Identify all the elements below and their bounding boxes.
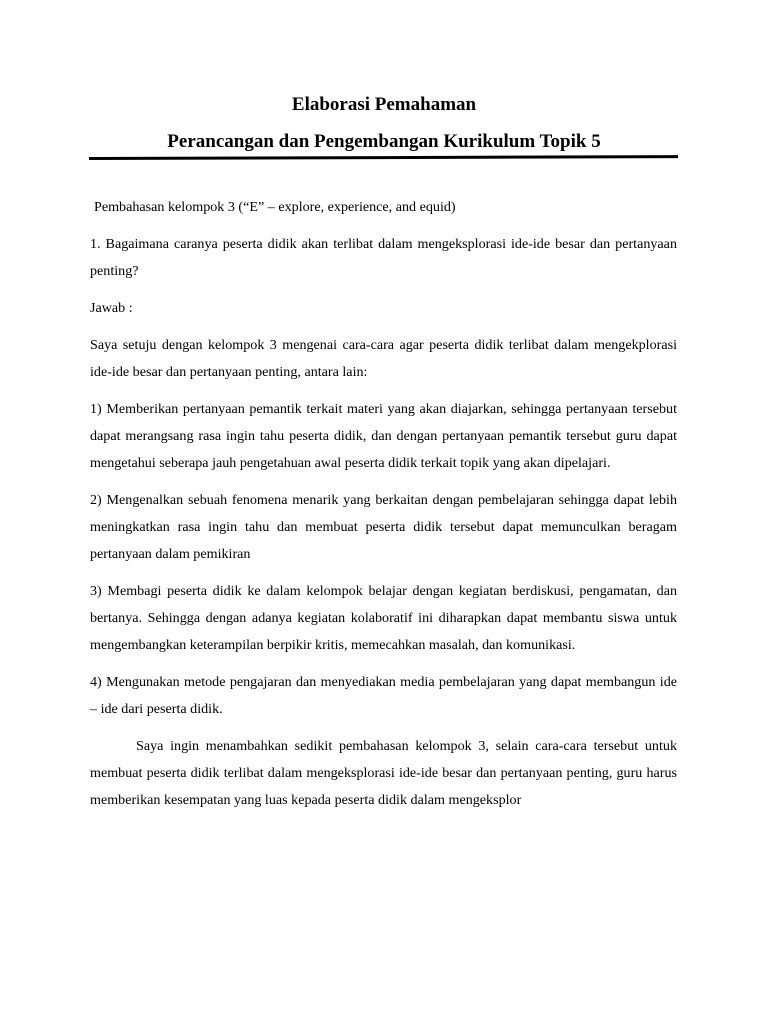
question-paragraph: 1. Bagaimana caranya peserta didik akan terlibat dalam mengeksplorasi ide-ide besar dan pertanyaan penting? <box>90 236 677 279</box>
document-subtitle: Perancangan dan Pengembangan Kurikulum Topik 5 <box>167 131 601 152</box>
closing-paragraph: Saya ingin menambahkan sedikit pembahasan kelompok 3, selain cara-cara tersebut untuk membuat peserta didik terlibat dalam mengeksplorasi ide-ide besar dan pertanyaan penting, guru harus memberikan kesempatan yang luas kepada peserta didik dalam mengeksplor <box>90 738 677 808</box>
point-2-paragraph: 2) Mengenalkan sebuah fenomena menarik yang berkaitan dengan pembelajaran sehingga dapat lebih meningkatkan rasa ingin tahu dan membuat peserta didik tersebut dapat memunculkan beragam pertanyaan dalam pemikiran <box>90 492 677 562</box>
intro-paragraph: Pembahasan kelompok 3 (“E” – explore, experience, and equid) <box>94 199 456 215</box>
document-title: Elaborasi Pemahaman <box>291 94 477 115</box>
point-4-paragraph: 4) Mengunakan metode pengajaran dan menyediakan media pembelajaran yang dapat membangun ide – ide dari peserta didik. <box>90 674 677 717</box>
document-body <box>90 194 677 824</box>
answer-intro-paragraph: Saya setuju dengan kelompok 3 mengenai cara-cara agar peserta didik terlibat dalam mengekplorasi ide-ide besar dan pertanyaan penting, antara lain: <box>90 337 677 380</box>
answer-label: Jawab : <box>90 300 133 316</box>
point-3-paragraph: 3) Membagi peserta didik ke dalam kelompok belajar dengan kegiatan berdiskusi, pengamatan, dan bertanya. Sehingga dengan adanya kegiatan kolaboratif ini diharapkan dapat membantu siswa untuk mengembangkan keterampilan berpikir kritis, memecahkan masalah, dan komunikasi. <box>90 583 677 653</box>
title-underline <box>89 155 678 160</box>
point-1-paragraph: 1) Memberikan pertanyaan pemantik terkait materi yang akan diajarkan, sehingga pertanyaan tersebut dapat merangsang rasa ingin tahu peserta didik, dan dengan pertanyaan pemantik tersebut guru dapat mengetahui seberapa jauh pengetahuan awal peserta didik terkait topik yang akan dipelajari. <box>90 401 677 471</box>
